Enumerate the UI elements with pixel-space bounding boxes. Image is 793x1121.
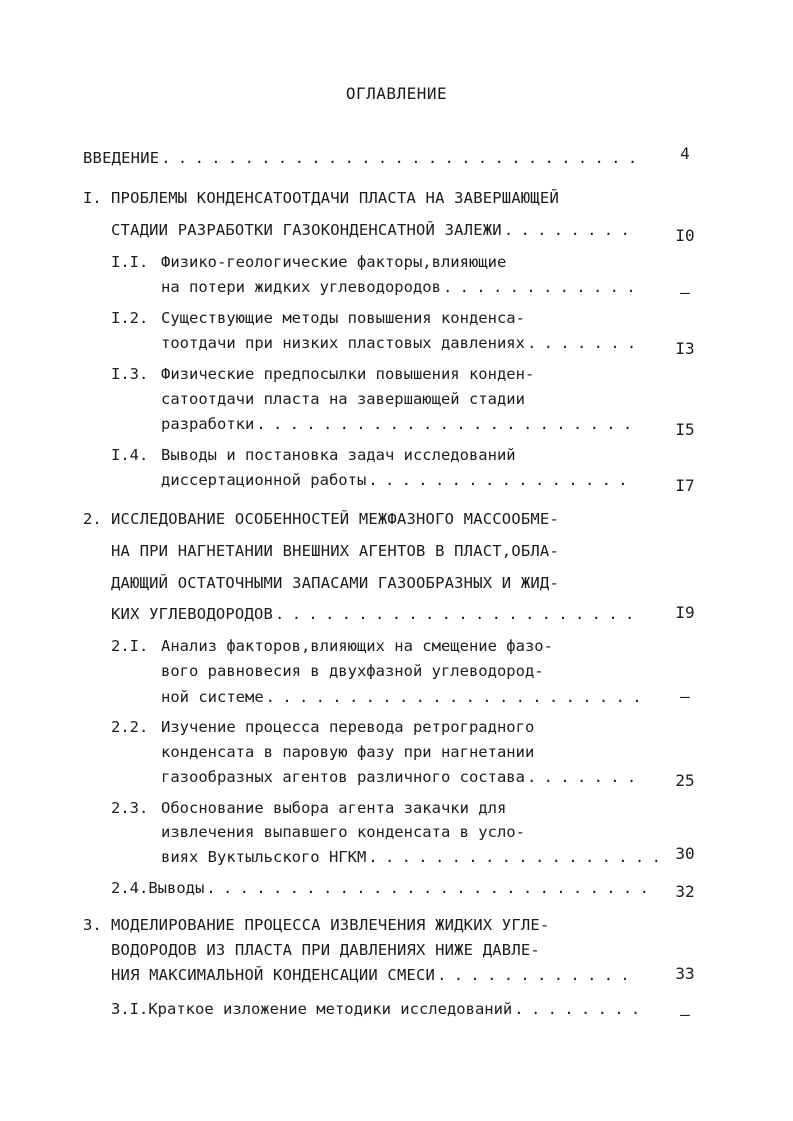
toc-section-1-2-line2: тоотдачи при низких пластовых давлениях . . . bbox=[161, 331, 638, 355]
page-number-1-4: I7 bbox=[675, 476, 695, 495]
dot-leader bbox=[443, 275, 638, 299]
toc-section-2-2-line3: газообразных агентов различного состава . . . bbox=[161, 765, 638, 789]
toc-section-2-2-line2: конденсата в паровую фазу при нагнетании bbox=[161, 743, 535, 761]
page-number-2-4: 32 bbox=[675, 882, 695, 901]
toc-entry-intro: ВВЕДЕНИЕ . . . bbox=[83, 146, 638, 170]
toc-chapter-1-line1: I. ПРОБЛЕМЫ КОНДЕНСАТООТДАЧИ ПЛАСТА НА ЗАВЕРШАЮЩЕЙ bbox=[83, 189, 559, 207]
dot-leader bbox=[368, 845, 658, 869]
toc-section-1-3-line1: I.3. Физические предпосылки повышения конден- bbox=[111, 365, 535, 383]
toc-section-3-1: 3.I. Краткое изложение методики исследований . . . bbox=[111, 997, 651, 1021]
page-number-1-1: – bbox=[680, 283, 690, 302]
toc-section-2-3-line1: 2.3. Обоснование выбора агента закачки для bbox=[111, 799, 507, 817]
toc-section-1-2-line1: I.2. Существующие методы повышения конденса- bbox=[111, 309, 525, 327]
toc-section-2-1-line3: ной системе . . . bbox=[161, 685, 638, 709]
dot-leader bbox=[527, 765, 638, 789]
dot-leader bbox=[206, 876, 658, 900]
page-title: ОГЛАВЛЕНИЕ bbox=[345, 84, 448, 103]
toc-chapter-2-line3: ДАЮЩИЙ ОСТАТОЧНЫМИ ЗАПАСАМИ ГАЗООБРАЗНЫХ И ЖИД- bbox=[111, 574, 559, 592]
page-number-2-2: 25 bbox=[675, 771, 695, 790]
toc-chapter-3-line1: 3. МОДЕЛИРОВАНИЕ ПРОЦЕССА ИЗВЛЕЧЕНИЯ ЖИДКИХ УГЛЕ- bbox=[83, 916, 550, 934]
toc-section-2-4: 2.4. Выводы . . . bbox=[111, 876, 658, 900]
toc-section-1-3-line3: разработки . . . bbox=[161, 412, 638, 436]
toc-chapter-2-line1: 2. ИССЛЕДОВАНИЕ ОСОБЕННОСТЕЙ МЕЖФАЗНОГО МАССООБМЕ- bbox=[83, 510, 559, 528]
toc-chapter-3-line2: ВОДОРОДОВ ИЗ ПЛАСТА ПРИ ДАВЛЕНИЯХ НИЖЕ ДАВЛЕ- bbox=[111, 941, 540, 959]
dot-leader bbox=[504, 218, 638, 242]
toc-section-2-1-line1: 2.I. Анализ факторов,влияющих на смещение фазо- bbox=[111, 637, 553, 655]
toc-section-1-4-line1: I.4. Выводы и постановка задач исследований bbox=[111, 446, 516, 464]
dot-leader bbox=[527, 331, 638, 355]
page-number-ch1: I0 bbox=[675, 226, 695, 245]
dot-leader bbox=[368, 468, 638, 492]
toc-section-1-4-line2: диссертационной работы . . . bbox=[161, 468, 638, 492]
toc-section-2-3-line2: извлечения выпавшего конденсата в усло- bbox=[161, 823, 525, 841]
toc-chapter-2-line2: НА ПРИ НАГНЕТАНИИ ВНЕШНИХ АГЕНТОВ В ПЛАСТ,ОБЛА- bbox=[111, 542, 559, 560]
page-number-ch2: I9 bbox=[675, 603, 695, 622]
page-number-2-1: – bbox=[680, 687, 690, 706]
toc-chapter-1-line2: СТАДИИ РАЗРАБОТКИ ГАЗОКОНДЕНСАТНОЙ ЗАЛЕЖИ . . . bbox=[111, 218, 638, 242]
page-number-ch3: 33 bbox=[675, 964, 695, 983]
dot-leader bbox=[437, 963, 638, 987]
dot-leader bbox=[161, 146, 638, 170]
toc-section-2-1-line2: вого равновесия в двухфазной углеводород- bbox=[161, 662, 544, 680]
page-number-1-2: I3 bbox=[675, 339, 695, 358]
page-number-1-3: I5 bbox=[675, 420, 695, 439]
page-number-intro: 4 bbox=[680, 144, 690, 163]
dot-leader bbox=[266, 685, 638, 709]
dot-leader bbox=[256, 412, 638, 436]
toc-chapter-2-line4: КИХ УГЛЕВОДОРОДОВ . . . bbox=[111, 602, 638, 626]
toc-section-1-3-line2: сатоотдачи пласта на завершающей стадии bbox=[161, 390, 525, 408]
dot-leader bbox=[514, 997, 651, 1021]
page-number-3-1: – bbox=[680, 1005, 690, 1024]
toc-section-1-1-line1: I.I. Физико-геологические факторы,влияющие bbox=[111, 253, 507, 271]
dot-leader bbox=[275, 602, 638, 626]
toc-section-2-2-line1: 2.2. Изучение процесса перевода ретроградного bbox=[111, 718, 535, 736]
page-number-2-3: 30 bbox=[675, 844, 695, 863]
toc-chapter-3-line3: НИЯ МАКСИМАЛЬНОЙ КОНДЕНСАЦИИ СМЕСИ . . . bbox=[111, 963, 638, 987]
toc-section-1-1-line2: на потери жидких углеводородов . . . bbox=[161, 275, 638, 299]
toc-section-2-3-line3: виях Вуктыльского НГКМ . . . bbox=[161, 845, 658, 869]
